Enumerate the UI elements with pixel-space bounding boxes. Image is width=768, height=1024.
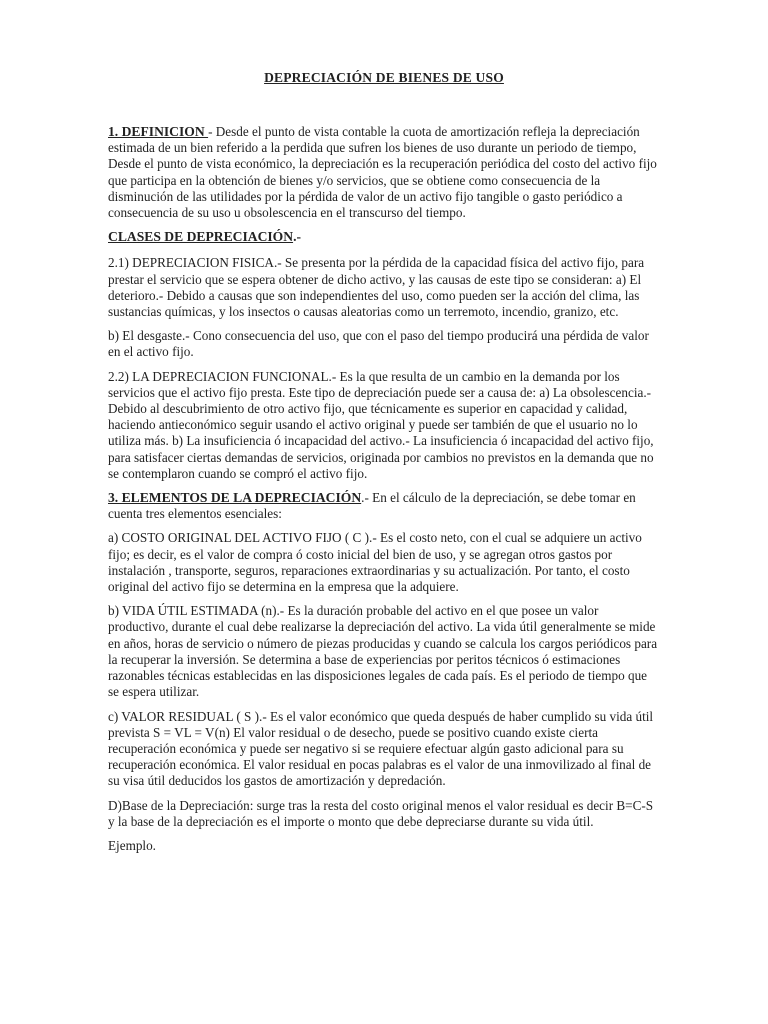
definition-heading: 1. DEFINICION (108, 124, 209, 139)
paragraph-base-depreciacion: D)Base de la Depreciación: surge tras la resta del costo original menos el valor residual es decir B=C-S y la base de la depreciación es el importe o monto que debe depreciarse durante su vida útil. (108, 797, 654, 829)
paragraph-ejemplo: Ejemplo. (108, 837, 156, 853)
paragraph-desgaste: b) El desgaste.- Cono consecuencia del uso, que con el paso del tiempo producirá una pérdida de valor en el activo fijo. (108, 328, 649, 360)
paragraph-valor-residual: c) VALOR RESIDUAL ( S ).- Es el valor económico que queda después de haber cumplido su vida útil prevista S = VL = V(n) El valor residual o de desecho, puede se positivo cuando existe cierta recuperación económica y puede ser negativo si se requiere efectuar algún gasto adicional para su recuperación económica. El valor residual en pocas palabras es el valor de una inmovilizado al final de su visa útil deducidos los gastos de amortización y depredación. (108, 708, 654, 789)
paragraph-depreciacion-fisica: 2.1) DEPRECIACION FISICA.- Se presenta por la pérdida de la capacidad física del activo fijo, para prestar el servicio que se espera obtener de dicho activo, y las causas de este tipo se consideran: a) El deterioro.- Debido a causas que son independientes del uso, como pueden ser la acción del clima, las sustancias químicas, y los insectos o causas aleatorias como un terremoto, incendio, granizo, etc. (108, 255, 645, 320)
definition-paragraph (108, 124, 660, 221)
paragraph-depreciacion-funcional: 2.2) LA DEPRECIACION FUNCIONAL.- Es la que resulta de un cambio en la demanda por los servicios que el activo fijo presta. Este tipo de depreciación puede ser a causa de: a) La obsolescencia.- Debido al descubrimiento de otro activo fijo, que técnicamente es superior en capacidad y calidad, haciendo antieconómico seguir usando el activo original y puede ser también de que el usuario no lo utiliza más. b) La insuficiencia ó incapacidad del activo.- La insuficiencia ó incapacidad del activo fijo, para satisfacer ciertas demandas de servicios, originada por cambios no previstos en la demanda que no se contemplaron cuando se compró el activo fijo. (108, 368, 654, 481)
paragraph-costo-original: a) COSTO ORIGINAL DEL ACTIVO FIJO ( C ).- Es el costo neto, con el cual se adquiere un activo fijo; es decir, es el valor de compra ó costo inicial del bien de uso, y se agregan otros gastos por instalación , transporte, seguros, reparaciones extraordinarias y su actualización. Por tanto, el costo original del activo fijo se determina en la empresa que la adquiere. (108, 530, 642, 595)
elementos-heading: 3. ELEMENTOS DE LA DEPRECIACIÓN (108, 490, 362, 506)
definition-text: - Desde el punto de vista contable la cuota de amortización refleja la depreciación estimada de un bien referido a la perdida que sufren los bienes de uso durante un periodo de tiempo, Desde el punto de vista económico, la depreciación es la recuperación periódica del costo del activo fijo que participa en la obtención de bienes y/o servicios, que se obtiene como consecuencia de la disminución de las utilidades por la pérdida de valor de un activo fijo tangible o gasto periódico a consecuencia de su uso u obsolescencia en el transcurso del tiempo. (108, 124, 657, 221)
clases-heading-line (108, 229, 660, 245)
clases-heading-suffix: .- (293, 229, 301, 245)
document-title: DEPRECIACIÓN DE BIENES DE USO (264, 70, 504, 85)
elementos-paragraph (108, 490, 660, 522)
clases-heading: CLASES DE DEPRECIACIÓN (108, 229, 294, 245)
paragraph-vida-util: b) VIDA ÚTIL ESTIMADA (n).- Es la duración probable del activo en el que posee un valor productivo, durante el cual debe realizarse la depreciación del activo. La vida útil generalmente se mide en años, horas de servicio o número de piezas producidas y cuando se calcula los cargos periódicos para la recuperar la inversión. Se determina a base de experiencias por peritos técnicos ó estimaciones razonables técnicas establecidas en las disposiciones legales de cada país. Es el periodo de tiempo que se espera utilizar. (108, 603, 658, 700)
elementos-text: .- En el cálculo de la depreciación, se debe tomar en cuenta tres elementos esenciales: (108, 490, 636, 522)
